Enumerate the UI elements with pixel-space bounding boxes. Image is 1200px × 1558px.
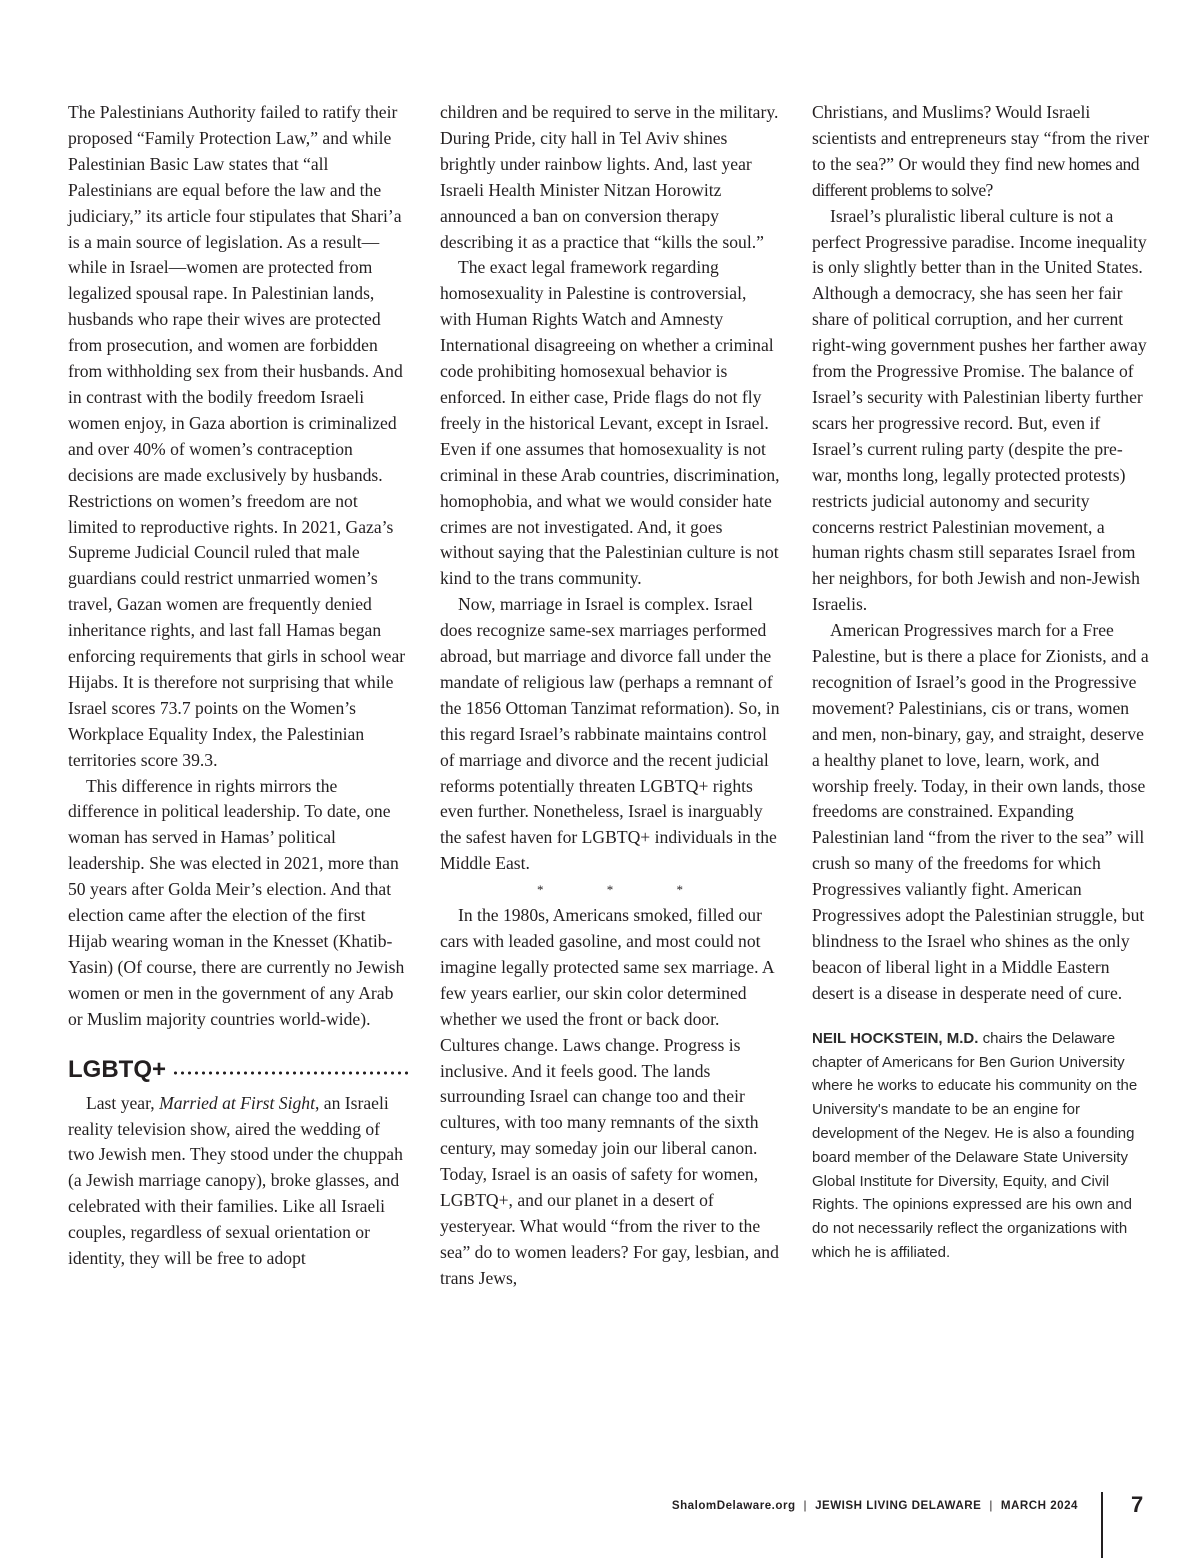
body-paragraph: children and be required to serve in the military. During Pride, city hall in Tel Aviv shines brightly under rainbow lights. And, last year Israeli Health Minister Nitzan Horowitz announced a ban on conversion therapy describing it as a practice that “kills the soul.” <box>440 102 779 252</box>
page-number: 7 <box>1131 1492 1144 1517</box>
section-separator: * * * <box>537 882 713 898</box>
article-column-3 <box>812 100 1152 1265</box>
body-text: Last year, <box>86 1092 160 1113</box>
body-paragraph: In the 1980s, Americans smoked, filled our cars with leaded gasoline, and most could not imagine legally protected same sex marriage. A few years earlier, our skin color determined whether we used the front or back door. Cultures change. Laws change. Progress is inclusive. And it feels good. The lands surrounding Israel can change too and their cultures, with too many remnants of the sixth century, may someday join our liberal canon. Today, Israel is an oasis of safety for women, LGBTQ+, and our planet in a desert of yesteryear. What would “from the river to the sea” do to women leaders? For gay, lesbian, and trans Jews, <box>440 905 779 1288</box>
footer-issue: MARCH 2024 <box>1000 1499 1078 1512</box>
footer-divider <box>1101 1492 1103 1558</box>
article-column-1 <box>68 100 408 1272</box>
body-text: , an Israeli reality television show, aired the wedding of two Jewish men. They stood under the chuppah (a Jewish marriage canopy), broke glasses, and celebrated with their families. Like all Israeli couples, regardless of sexual orientation or identity, they will be free to adopt <box>68 1092 403 1269</box>
body-paragraph: Israel’s pluralistic liberal culture is not a perfect Progressive paradise. Income inequality is only slightly better than in the United States. Although a democracy, she has seen her fair share of political corruption, and her current right-wing government pushes her farther away from the Progressive Promise. The balance of Israel’s security with Palestinian liberty further scars her progressive record. But, even if Israel’s current ruling party (despite the pre-war, months long, legally protected protests) restricts judicial autonomy and security concerns restrict Palestinian movement, a human rights chasm still separates Israel from her neighbors, for both Jewish and non-Jewish Israelis. <box>812 205 1147 615</box>
body-paragraph: Now, marriage in Israel is complex. Israel does recognize same-sex marriages performed abroad, but marriage and divorce fall under the mandate of religious law (perhaps a remnant of the 1856 Ottoman Tanzimat reformation). So, in this regard Israel’s rabbinate maintains control of marriage and divorce and the recent judicial reforms potentially threaten LGBTQ+ rights even further. Nonetheless, Israel is inarguably the safest haven for LGBTQ+ individuals in the Middle East. <box>440 594 780 874</box>
body-paragraph: American Progressives march for a Free Palestine, but is there a place for Zionists, and a recognition of Israel’s good in the Progressive movement? Palestinians, cis or trans, women and men, non-binary, gay, and straight, deserve a healthy planet to love, learn, work, and worship freely. Today, in their own lands, those freedoms are constrained. Expanding Palestinian land “from the river to the sea” will crush so many of the freedoms for which Progressives valiantly fight. American Progressives adopt the Palestinian struggle, but blindness to the Israel who shines as the only beacon of liberal light in a Middle Eastern desert is a disease in desperate need of cure. <box>812 620 1149 1003</box>
body-text: Christians, and Muslims? Would Israeli scientists and entrepreneurs stay “from the river to the sea?” Or would they find <box>812 102 1150 174</box>
page-footer <box>672 1499 1078 1513</box>
author-bio-text: chairs the Delaware chapter of Americans for Ben Gurion University where he works to educate his community on the University's mandate to be an engine for development of the Negev. He is also a founding board member of the Delaware State University Global Institute for Diversity, Equity, and Civil Rights. The opinions expressed are his own and do not necessarily reflect the organizations with which he is affiliated. <box>812 1029 1138 1261</box>
body-paragraph: This difference in rights mirrors the difference in political leadership. To date, one woman has served in Hamas’ political leadership. She was elected in 2021, more than 50 years after Golda Meir’s election. And that election came after the election of the first Hijab wearing woman in the Knesset (Khatib-Yasin) (Of course, there are currently no Jewish women or men in the government of any Arab or Muslim majority countries world-wide). <box>68 775 405 1029</box>
footer-separator: | <box>989 1499 993 1512</box>
show-title: Married at First Sight <box>159 1092 315 1113</box>
section-heading <box>68 1055 408 1085</box>
section-heading-text: LGBTQ+ <box>68 1055 167 1083</box>
body-paragraph: The exact legal framework regarding homosexuality in Palestine is controversial, with Human Rights Watch and Amnesty International disagreeing on whether a criminal code prohibiting homosexual behavior is enforced. In either case, Pride flags do not fly freely in the historical Levant, except in Israel. Even if one assumes that homosexuality is not criminal in these Arab countries, discrimination, homophobia, and what we would consider hate crimes are not investigated. And, it goes without saying that the Palestinian culture is not kind to the trans community. <box>440 257 780 589</box>
body-paragraph <box>812 100 1152 204</box>
footer-publication: JEWISH LIVING DELAWARE <box>815 1499 982 1512</box>
body-paragraph: The Palestinians Authority failed to ratify their proposed “Family Protection Law,” and while Palestinian Basic Law states that “all Palestinians are equal before the law and the judiciary,” its article four stipulates that Shari’a is a main source of legislation. As a result—while in Israel—women are protected from legalized spousal rape. In Palestinian lands, husbands who rape their wives are protected from prosecution, and women are forbidden from withholding sex from their husbands. And in contrast with the bodily freedom Israeli women enjoy, in Gaza abortion is criminalized and over 40% of women’s contraception decisions are made exclusively by husbands. Restrictions on women’s freedom are not limited to reproductive rights. In 2021, Gaza’s Supreme Judicial Council ruled that male guardians could restrict unmarried women’s travel, Gazan women are frequently denied inheritance rights, and last fall Hamas began enforcing requirements that girls in school wear Hijabs. It is therefore not surprising that while Israel scores 73.7 points on the Women’s Workplace Equality Index, the Palestinian territories score 39.3. <box>68 102 406 770</box>
body-text: new homes and different problems to solve? <box>812 153 1139 200</box>
body-paragraph <box>68 1091 408 1272</box>
author-bio <box>812 1027 1152 1265</box>
author-name: NEIL HOCKSTEIN, M.D. <box>812 1029 979 1047</box>
footer-site: ShalomDelaware.org <box>671 1499 796 1512</box>
dotted-rule <box>172 1070 408 1076</box>
footer-separator: | <box>803 1499 808 1512</box>
article-column-2 <box>440 100 780 1292</box>
